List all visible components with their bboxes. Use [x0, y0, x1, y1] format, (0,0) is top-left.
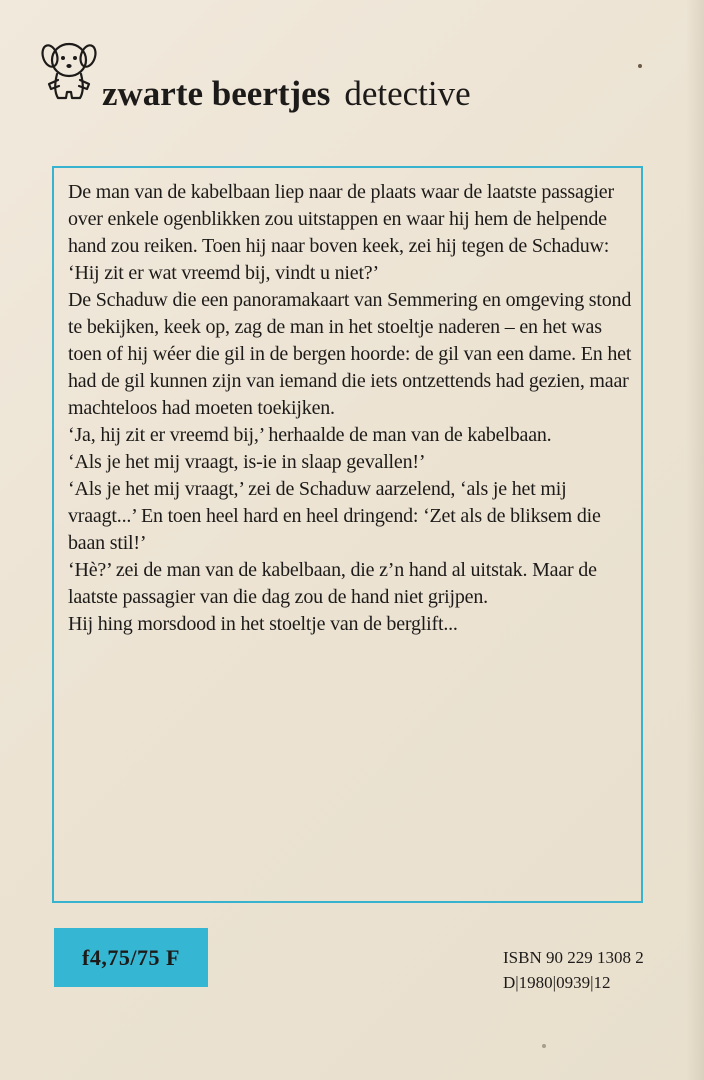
- blurb-paragraph: De man van de kabelbaan liep naar de plaats waar de laatste passagier over enkele ogenblikken zou uitstappen en waar hij hem de helpende hand zou reiken. Toen hij naar boven keek, zei hij tegen de Schaduw: ‘Hij zit er wat vreemd bij, vindt u niet?’: [68, 181, 614, 284]
- price-badge: [54, 928, 208, 987]
- series-name: zwarte beertjes: [102, 74, 331, 113]
- blurb-paragraph: ‘Ja, hij zit er vreemd bij,’ herhaalde de man van de kabelbaan.: [68, 424, 552, 446]
- blurb-paragraph: ‘Hè?’ zei de man van de kabelbaan, die z’n hand al uitstak. Maar de laatste passagier van die dag zou de hand niet grijpen.: [68, 559, 597, 608]
- paper-speck: [542, 1044, 546, 1048]
- paper-speck: [638, 64, 642, 68]
- cover-edge-shadow: [686, 0, 704, 1080]
- book-codes: [503, 945, 644, 995]
- blurb-paragraph: De Schaduw die een panoramakaart van Semmering en omgeving stond te bekijken, keek op, zag de man in het stoeltje naderen – en het was toen of hij wéer die gil in de bergen hoorde: de gil van een dame. En het had de gil kunnen zijn van iemand die iets ontzettends had gezien, maar machteloos had moeten toekijken.: [68, 289, 632, 419]
- series-title: [102, 74, 471, 114]
- blurb-text: [68, 179, 638, 638]
- blurb-paragraph: Hij hing morsdood in het stoeltje van de berglift...: [68, 613, 458, 635]
- blurb-paragraph: ‘Als je het mij vraagt,’ zei de Schaduw aarzelend, ‘als je het mij vraagt...’ En toen heel hard en heel dringend: ‘Zet als de bliksem die baan stil!’: [68, 478, 601, 554]
- isbn-number: ISBN 90 229 1308 2: [503, 948, 644, 967]
- blurb-paragraph: ‘Als je het mij vraagt, is-ie in slaap gevallen!’: [68, 451, 426, 473]
- price-label: f4,75/75 F: [82, 944, 180, 970]
- bear-icon: [40, 36, 98, 108]
- series-genre: detective: [344, 74, 471, 113]
- catalog-code: D|1980|0939|12: [503, 973, 611, 992]
